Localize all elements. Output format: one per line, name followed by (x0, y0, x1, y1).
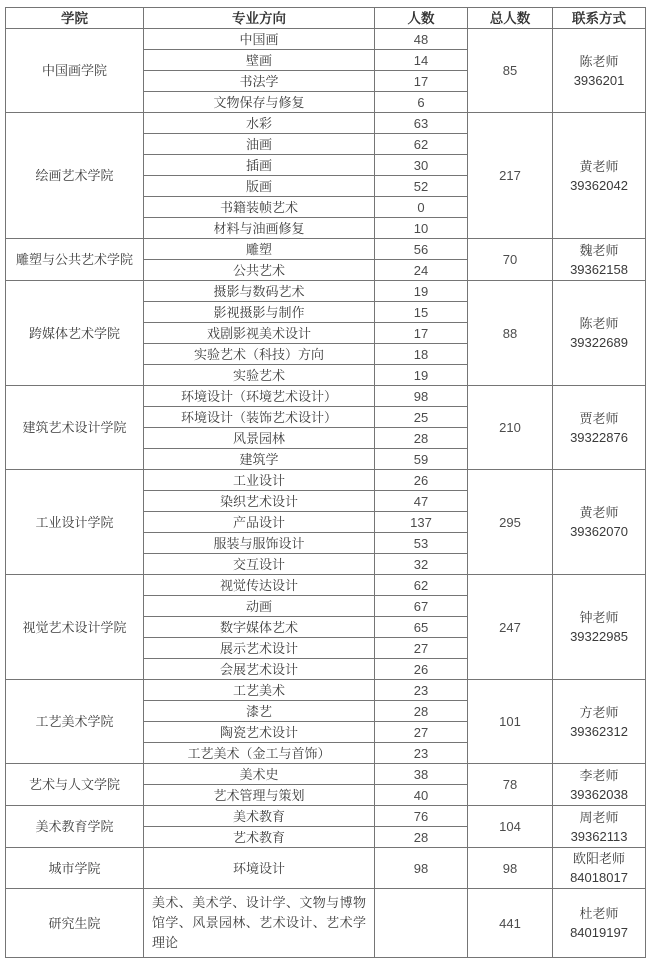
contact-cell (553, 889, 646, 958)
table-row (6, 113, 646, 134)
enrollment-table (5, 7, 646, 958)
teacher-name: 周老师 (579, 809, 619, 825)
count-cell: 17 (375, 323, 468, 344)
count-cell: 26 (375, 470, 468, 491)
teacher-phone: 84018017 (570, 870, 628, 885)
table-header (6, 8, 646, 29)
contact-cell (553, 848, 646, 889)
contact-cell (553, 470, 646, 575)
count-cell: 19 (375, 281, 468, 302)
total-count-cell: 88 (468, 281, 553, 386)
teacher-name: 欧阳老师 (572, 851, 625, 866)
count-cell (375, 889, 468, 958)
total-count-cell: 98 (468, 848, 553, 889)
teacher-phone: 84019197 (570, 925, 628, 940)
col-header-college: 学院 (6, 8, 144, 29)
teacher-phone: 39322876 (570, 429, 628, 445)
teacher-phone: 39362312 (570, 723, 628, 739)
major-cell: 插画 (144, 155, 375, 176)
count-cell: 98 (375, 848, 468, 889)
teacher-name: 黄老师 (579, 158, 619, 174)
count-cell: 48 (375, 29, 468, 50)
count-cell: 6 (375, 92, 468, 113)
major-cell: 戏剧影视美术设计 (144, 323, 375, 344)
count-cell: 76 (375, 806, 468, 827)
major-cell: 环境设计（环境艺术设计） (144, 386, 375, 407)
count-cell: 137 (375, 512, 468, 533)
count-cell: 40 (375, 785, 468, 806)
college-name-cell: 工艺美术学院 (6, 680, 144, 764)
major-cell: 建筑学 (144, 449, 375, 470)
table-row (6, 470, 646, 491)
teacher-name: 魏老师 (579, 242, 619, 258)
count-cell: 67 (375, 596, 468, 617)
contact-cell (553, 764, 646, 806)
major-cell: 油画 (144, 134, 375, 155)
contact-cell (553, 386, 646, 470)
college-name-cell: 中国画学院 (6, 29, 144, 113)
total-count-cell: 247 (468, 575, 553, 680)
total-count-cell: 101 (468, 680, 553, 764)
total-count-cell: 217 (468, 113, 553, 239)
major-cell: 材料与油画修复 (144, 218, 375, 239)
total-count-cell: 78 (468, 764, 553, 806)
count-cell: 47 (375, 491, 468, 512)
major-cell: 水彩 (144, 113, 375, 134)
college-name-cell: 建筑艺术设计学院 (6, 386, 144, 470)
count-cell: 28 (375, 428, 468, 449)
contact-cell (553, 113, 646, 239)
count-cell: 62 (375, 575, 468, 596)
major-cell: 书法学 (144, 71, 375, 92)
major-cell: 文物保存与修复 (144, 92, 375, 113)
count-cell: 30 (375, 155, 468, 176)
major-cell: 工艺美术（金工与首饰） (144, 743, 375, 764)
major-cell: 美术史 (144, 764, 375, 785)
college-name-cell: 美术教育学院 (6, 806, 144, 848)
count-cell: 0 (375, 197, 468, 218)
college-name-cell: 视觉艺术设计学院 (6, 575, 144, 680)
count-cell: 53 (375, 533, 468, 554)
teacher-name: 杜老师 (579, 906, 619, 921)
major-cell: 服装与服饰设计 (144, 533, 375, 554)
major-cell: 漆艺 (144, 701, 375, 722)
major-cell: 美术教育 (144, 806, 375, 827)
total-count-cell: 85 (468, 29, 553, 113)
total-count-cell: 210 (468, 386, 553, 470)
teacher-name: 方老师 (579, 704, 619, 720)
count-cell: 27 (375, 722, 468, 743)
table-row (6, 806, 646, 827)
count-cell: 28 (375, 701, 468, 722)
teacher-name: 陈老师 (579, 316, 619, 331)
major-cell: 实验艺术（科技）方向 (144, 344, 375, 365)
count-cell: 24 (375, 260, 468, 281)
college-name-cell: 绘画艺术学院 (6, 113, 144, 239)
count-cell: 65 (375, 617, 468, 638)
table-row (6, 239, 646, 260)
major-cell: 产品设计 (144, 512, 375, 533)
col-header-count: 人数 (375, 8, 468, 29)
major-cell: 工业设计 (144, 470, 375, 491)
count-cell: 23 (375, 743, 468, 764)
total-count-cell: 295 (468, 470, 553, 575)
major-cell: 摄影与数码艺术 (144, 281, 375, 302)
major-cell: 艺术管理与策划 (144, 785, 375, 806)
count-cell: 38 (375, 764, 468, 785)
table-row (6, 889, 646, 958)
major-cell: 数字媒体艺术 (144, 617, 375, 638)
major-cell: 动画 (144, 596, 375, 617)
col-header-total: 总人数 (468, 8, 553, 29)
count-cell: 23 (375, 680, 468, 701)
count-cell: 56 (375, 239, 468, 260)
major-cell: 公共艺术 (144, 260, 375, 281)
major-cell: 美术、美术学、设计学、文物与博物馆学、风景园林、艺术设计、艺术学理论 (144, 889, 375, 958)
teacher-phone: 39362070 (570, 524, 628, 539)
contact-cell (553, 575, 646, 680)
table-row (6, 575, 646, 596)
col-header-contact: 联系方式 (553, 8, 646, 29)
teacher-phone: 39322985 (570, 629, 628, 644)
college-name-cell: 工业设计学院 (6, 470, 144, 575)
table-row (6, 386, 646, 407)
major-cell: 实验艺术 (144, 365, 375, 386)
contact-cell (553, 281, 646, 386)
count-cell: 25 (375, 407, 468, 428)
major-cell: 艺术教育 (144, 827, 375, 848)
college-name-cell: 研究生院 (6, 889, 144, 958)
major-cell: 中国画 (144, 29, 375, 50)
count-cell: 27 (375, 638, 468, 659)
total-count-cell: 104 (468, 806, 553, 848)
count-cell: 26 (375, 659, 468, 680)
major-cell: 陶瓷艺术设计 (144, 722, 375, 743)
count-cell: 63 (375, 113, 468, 134)
count-cell: 14 (375, 50, 468, 71)
contact-cell (553, 806, 646, 848)
table-row (6, 764, 646, 785)
major-cell: 版画 (144, 176, 375, 197)
teacher-name: 钟老师 (579, 610, 619, 625)
contact-cell (553, 680, 646, 764)
major-cell: 工艺美术 (144, 680, 375, 701)
count-cell: 15 (375, 302, 468, 323)
major-cell: 书籍装帧艺术 (144, 197, 375, 218)
count-cell: 52 (375, 176, 468, 197)
teacher-phone: 39322689 (570, 335, 628, 350)
contact-cell (553, 239, 646, 281)
teacher-name: 陈老师 (579, 53, 619, 69)
college-name-cell: 雕塑与公共艺术学院 (6, 239, 144, 281)
total-count-cell: 441 (468, 889, 553, 958)
count-cell: 32 (375, 554, 468, 575)
major-cell: 展示艺术设计 (144, 638, 375, 659)
major-cell: 风景园林 (144, 428, 375, 449)
table-row (6, 680, 646, 701)
major-cell: 染织艺术设计 (144, 491, 375, 512)
table-row (6, 848, 646, 889)
col-header-major: 专业方向 (144, 8, 375, 29)
teacher-phone: 3936201 (573, 72, 625, 88)
contact-cell (553, 29, 646, 113)
teacher-name: 黄老师 (579, 505, 619, 520)
major-cell: 会展艺术设计 (144, 659, 375, 680)
teacher-name: 李老师 (579, 767, 619, 783)
count-cell: 19 (375, 365, 468, 386)
teacher-phone: 39362113 (570, 828, 628, 844)
header-row (6, 8, 646, 29)
major-cell: 交互设计 (144, 554, 375, 575)
major-cell: 雕塑 (144, 239, 375, 260)
table-row (6, 29, 646, 50)
total-count-cell: 70 (468, 239, 553, 281)
teacher-name: 贾老师 (579, 410, 619, 426)
count-cell: 18 (375, 344, 468, 365)
count-cell: 98 (375, 386, 468, 407)
table-body (6, 29, 646, 958)
count-cell: 10 (375, 218, 468, 239)
count-cell: 17 (375, 71, 468, 92)
major-cell: 环境设计（装饰艺术设计） (144, 407, 375, 428)
major-cell: 壁画 (144, 50, 375, 71)
table-row (6, 281, 646, 302)
major-cell: 影视摄影与制作 (144, 302, 375, 323)
teacher-phone: 39362158 (570, 261, 628, 277)
teacher-phone: 39362042 (570, 177, 628, 193)
count-cell: 59 (375, 449, 468, 470)
college-name-cell: 艺术与人文学院 (6, 764, 144, 806)
college-name-cell: 跨媒体艺术学院 (6, 281, 144, 386)
count-cell: 28 (375, 827, 468, 848)
major-cell: 视觉传达设计 (144, 575, 375, 596)
college-name-cell: 城市学院 (6, 848, 144, 889)
major-cell: 环境设计 (144, 848, 375, 889)
count-cell: 62 (375, 134, 468, 155)
teacher-phone: 39362038 (570, 786, 628, 802)
